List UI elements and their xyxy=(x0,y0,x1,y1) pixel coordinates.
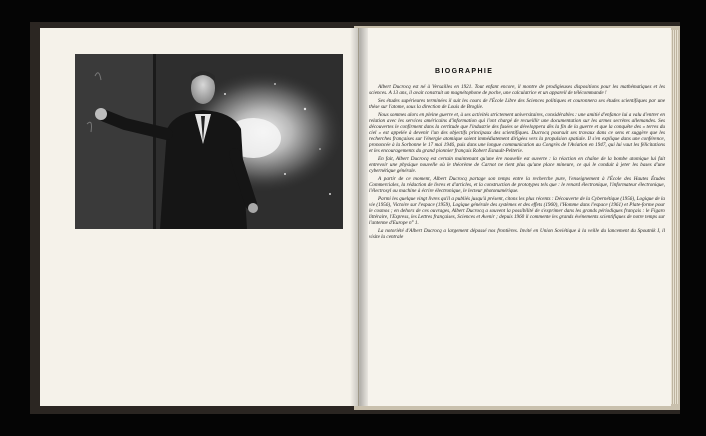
photo-illustration xyxy=(75,54,343,229)
paragraph: A partir de ce moment, Albert Ducrocq partage son temps entre la recherche pure, l'enseignement à l'École des Hautes Études Commerciales, la rédaction de livres et d'articles, et la construction de prototypes tels que : le renard électronique, l'informateur électronique, l'électrosyl ou machine à écrire électronique, le lecteur photonumérique. xyxy=(369,175,665,194)
author-photo xyxy=(75,54,343,229)
paragraph: La notoriété d'Albert Ducrocq a largement dépassé nos frontières. Invité en Union Soviétique à la veille du lancement du Spoutnik I, il visite la centrale xyxy=(369,227,665,240)
paragraph: Ses études supérieures terminées il suit les cours de l'École Libre des Sciences politiques et couronnera ses études scientifiques par une thèse sur l'atome, sous la direction de Louis de Broglie. xyxy=(369,97,665,110)
paragraph: En fait, Albert Ducrocq est certain maintenant qu'une ère nouvelle est ouverte : la réaction en chaîne de la bombe atomique lui fait entrevoir une physique nouvelle où le théorème de Carnot ne tient plus qu'une place mineure, ce qui le conduit à jeter les bases d'une cybernétique générale. xyxy=(369,155,665,174)
paragraph: Parmi les quelque vingt livres qu'il a publiés jusqu'à présent, citons les plus récents : Découverte de la Cybernétique (1956), Logique de la vie (1956), Victoire sur l'espace (1959), Logique générale des systèmes et des effets (1960), l'Homme dans l'espace (1961) et Plate-forme pour le cosmos ; en dehors de ces ouvrages, Albert Ducrocq a souvent la possibilité de s'exprimer dans les grands périodiques français : le Figaro littéraire, l'Express, les Lettres françaises, Sciences et Avenir ; depuis 1960 il commente les grands événements scientifiques de notre temps sur l'antenne d'Europe n° 1. xyxy=(369,195,665,226)
biography-heading: BIOGRAPHIE xyxy=(435,68,494,75)
book-gutter xyxy=(350,28,368,406)
page-edges xyxy=(671,30,678,404)
paragraph: Nous sommes alors en pleine guerre et, à ses activités strictement universitaires, considérables : une amitié d'enfance lui a valu d'entrer en relation avec les services américains d'information qui l'ont chargé de recueillir une documentation sur les armes secrètes allemandes. Ses découvertes le confirment dans la certitude que l'industrie des fusées se développera dès la fin de la guerre et que la conquête des « terres du ciel » est appelée à devenir l'un des objectifs principaux des scientifiques. Ducrocq poursuit ses travaux dans ce sens et suggère que les recherches françaises sur l'énergie atomique soient immédiatement dirigées vers la propulsion spatiale. Il s'en explique dans une conférence, prononcée à la Sorbonne le 17 mai 1946, puis dans une longue communication au Congrès de l'Aviation en 1947, qui lui vaut les félicitations et les encouragements du grand pionnier français Robert Esnault-Pelterie. xyxy=(369,111,665,155)
biography-text xyxy=(369,84,665,242)
paragraph: Albert Ducrocq est né à Versailles en 1921. Tout enfant encore, il montre de prodigieuses dispositions pour les mathématiques et les sciences. A 13 ans, il avait construit un magnétophone de poche, une calculatrice et un appareil de télécommande ! xyxy=(369,84,665,97)
